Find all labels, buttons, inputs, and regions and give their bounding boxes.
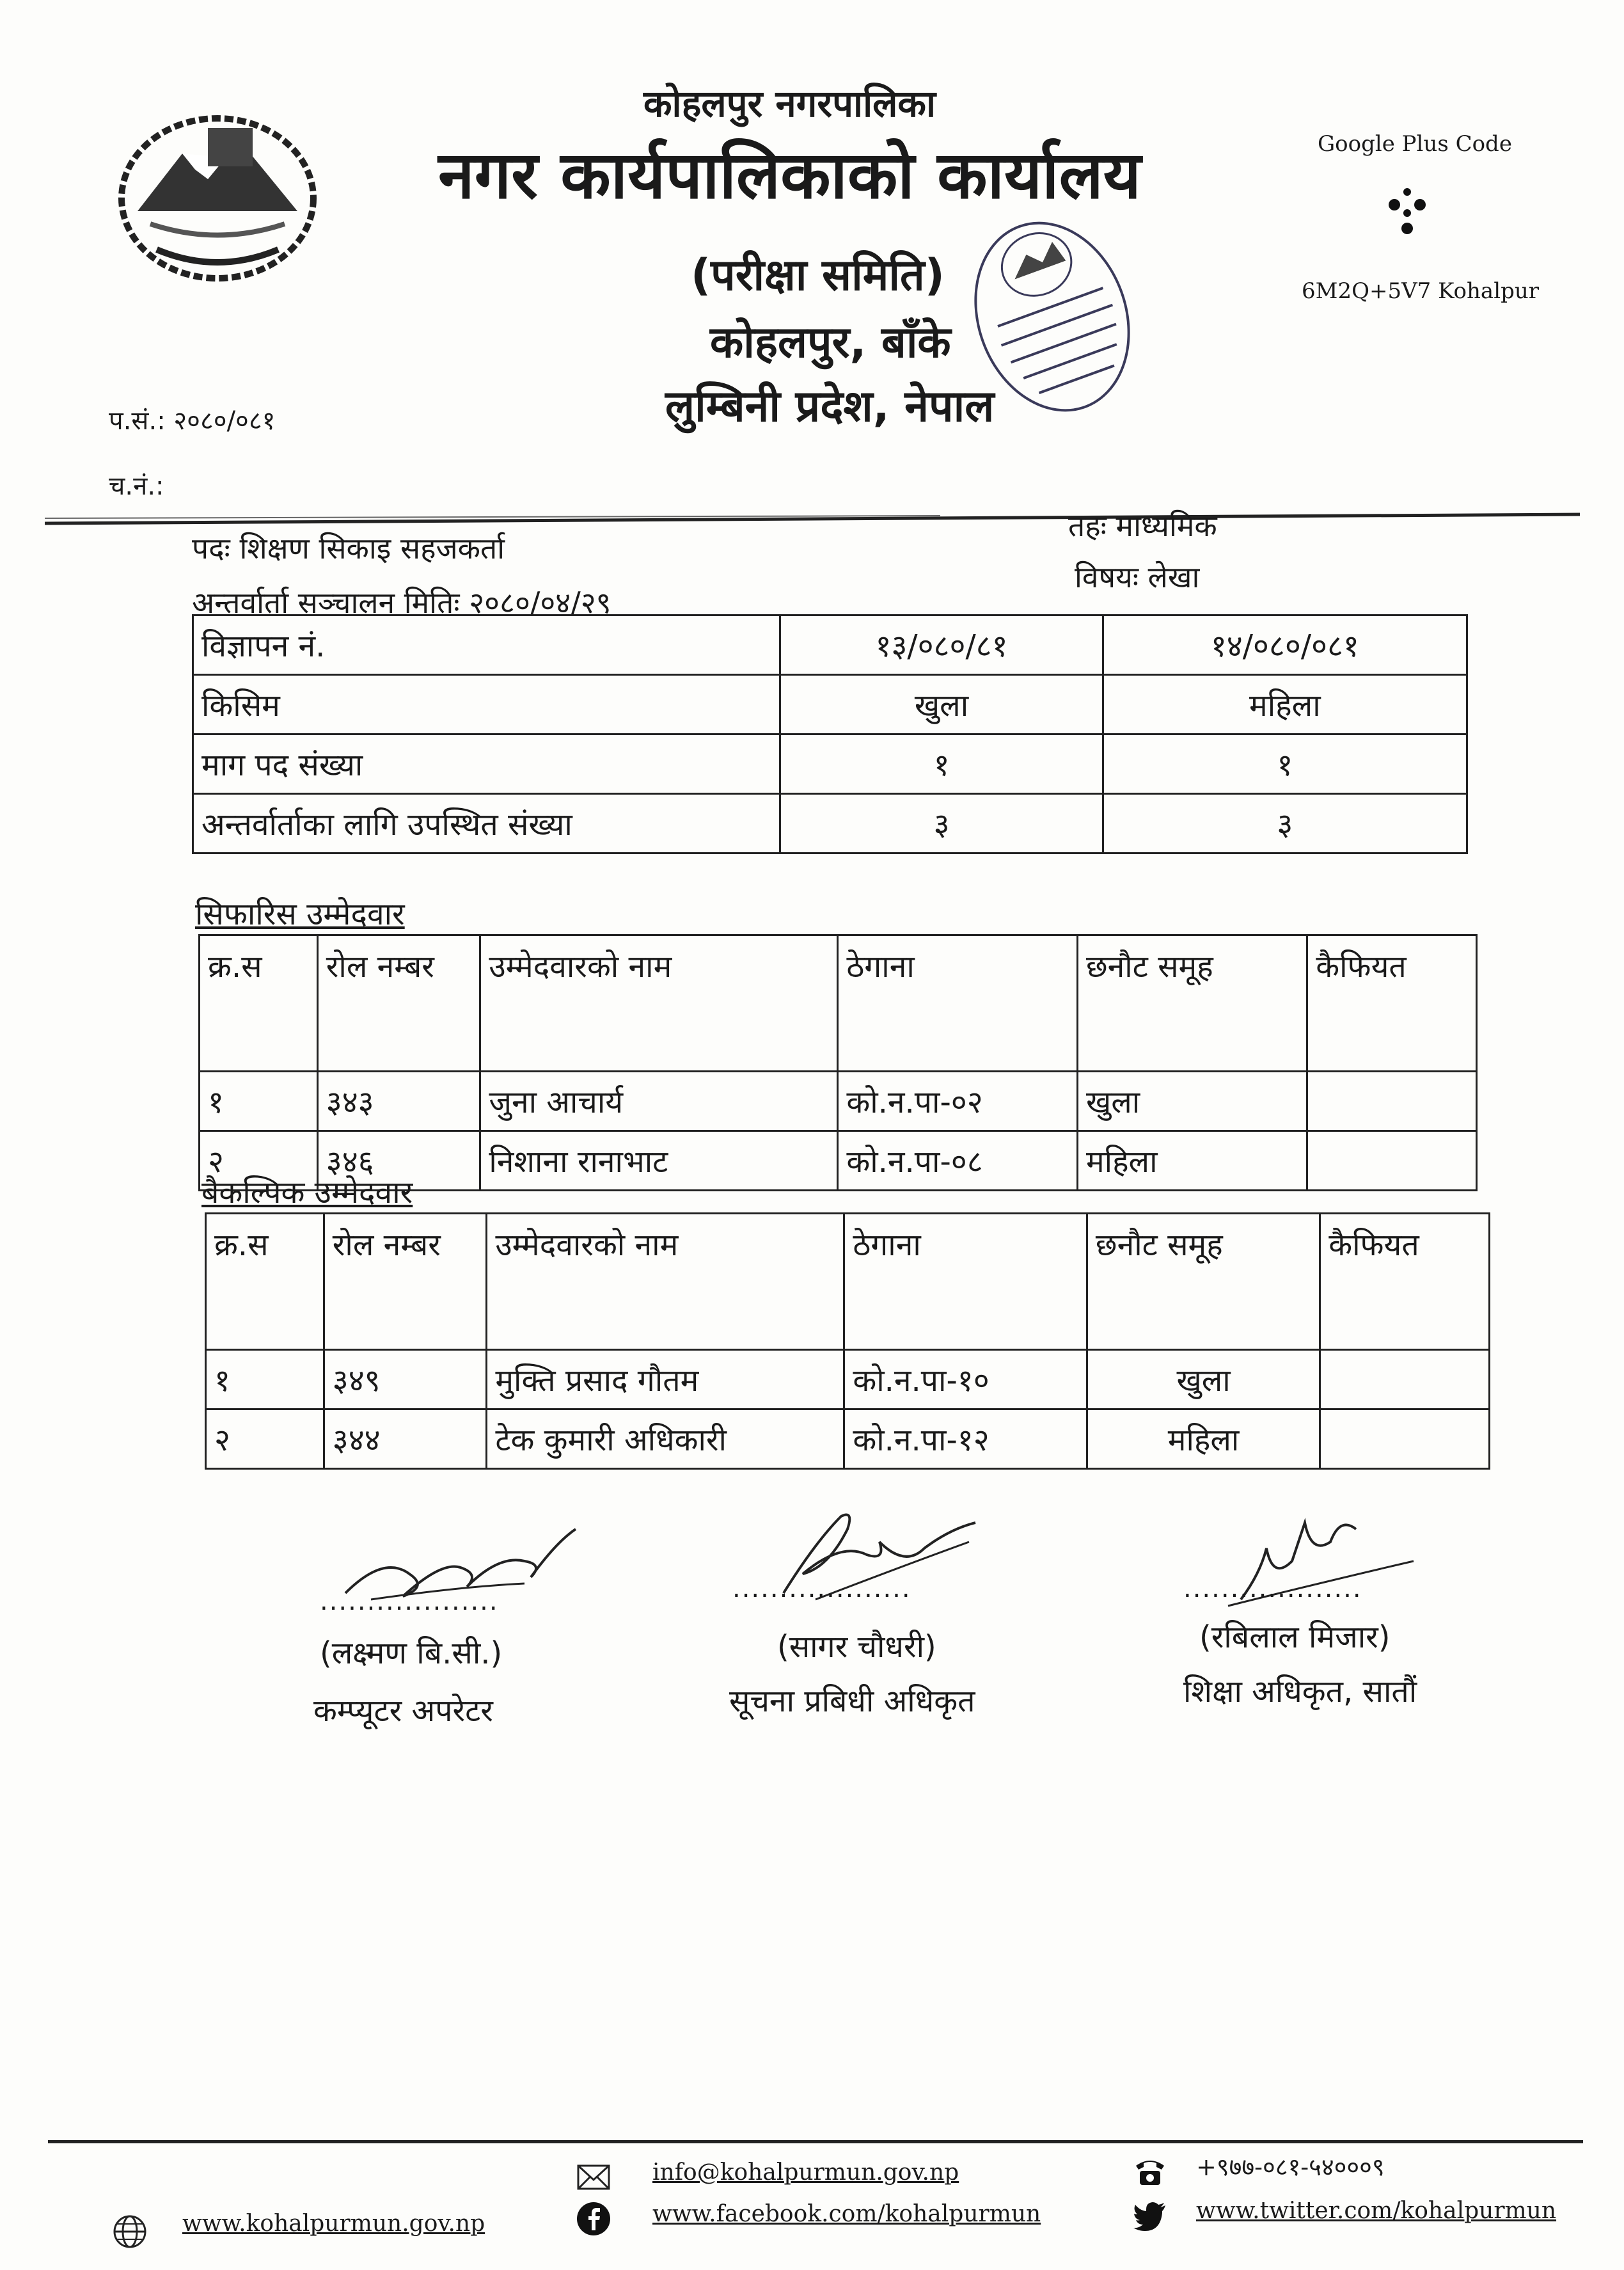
col-header: ठेगाना [838, 935, 1078, 1072]
col-header: क्र.स [206, 1214, 324, 1350]
table-row [206, 1409, 1490, 1469]
signature-line: ................... [320, 1587, 499, 1616]
summary-label: माग पद संख्या [193, 734, 780, 794]
group-cell: महिला [1077, 1131, 1307, 1191]
name-cell: टेक कुमारी अधिकारी [487, 1409, 844, 1469]
table-header-row [200, 935, 1477, 1072]
post-title: पदः शिक्षण सिकाइ सहजकर्ता [192, 531, 505, 566]
name-cell: जुना आचार्य [480, 1072, 838, 1131]
footer-divider [48, 2140, 1583, 2143]
phone-icon [1132, 2153, 1168, 2189]
summary-table [192, 614, 1468, 854]
col-header: कैफियत [1307, 935, 1477, 1072]
summary-label: विज्ञापन नं. [193, 615, 780, 675]
roll-cell: ३४६ [317, 1131, 480, 1191]
serial-cell: २ [200, 1131, 318, 1191]
signatory-role: कम्प्यूटर अपरेटर [313, 1693, 493, 1729]
col-header: ठेगाना [844, 1214, 1087, 1350]
signatory-role: सूचना प्रबिधी अधिकृत [729, 1683, 975, 1719]
summary-value: १ [1103, 734, 1467, 794]
group-cell: खुला [1077, 1072, 1307, 1131]
alternate-table [205, 1212, 1490, 1470]
summary-value: १ [780, 734, 1103, 794]
table-row [193, 675, 1467, 734]
facebook-icon [576, 2201, 611, 2237]
plus-code-icon [1378, 182, 1436, 240]
group-cell: खुला [1087, 1350, 1320, 1409]
reference-number: प.सं.: २०८०/०८१ [109, 406, 276, 436]
address-cell: को.न.पा-०८ [838, 1131, 1078, 1191]
address-cell: को.न.पा-१० [844, 1350, 1087, 1409]
dispatch-number: च.नं.: [109, 472, 164, 501]
serial-cell: २ [206, 1409, 324, 1469]
summary-value: १३/०८०/८१ [780, 615, 1103, 675]
summary-value: ३ [1103, 794, 1467, 853]
summary-label: किसिम [193, 675, 780, 734]
name-cell: निशाना रानाभाट [480, 1131, 838, 1191]
summary-label: अन्तर्वार्ताका लागि उपस्थित संख्या [193, 794, 780, 853]
remarks-cell [1320, 1350, 1490, 1409]
recommended-title: सिफारिस उम्मेदवार [195, 896, 405, 932]
remarks-cell [1307, 1131, 1477, 1191]
signatory-name: (लक्ष्मण बि.सी.) [320, 1635, 503, 1671]
signatory-name: (रबिलाल मिजार) [1199, 1619, 1391, 1655]
phone-number: +९७७-०८१-५४०००९ [1196, 2153, 1385, 2181]
group-cell: महिला [1087, 1409, 1320, 1469]
col-header: रोल नम्बर [317, 935, 480, 1072]
mail-icon [576, 2159, 611, 2195]
header-divider [45, 512, 1580, 526]
col-header: क्र.स [200, 935, 318, 1072]
col-header: रोल नम्बर [324, 1214, 487, 1350]
twitter-link[interactable]: www.twitter.com/kohalpurmun [1196, 2198, 1557, 2224]
address-cell: को.न.पा-१२ [844, 1409, 1087, 1469]
office-province: लुम्बिनी प्रदेश, नेपाल [665, 381, 995, 432]
office-title: नगर कार्यपालिकाको कार्यालय [438, 138, 1141, 214]
serial-cell: १ [200, 1072, 318, 1131]
summary-value: १४/०८०/०८१ [1103, 615, 1467, 675]
roll-cell: ३४४ [324, 1409, 487, 1469]
alternate-title: बैकल्पिक उम्मेदवार [201, 1175, 413, 1210]
twitter-icon [1132, 2198, 1168, 2234]
roll-cell: ३४३ [317, 1072, 480, 1131]
office-address: कोहलपुर, बाँके [710, 317, 951, 368]
remarks-cell [1320, 1409, 1490, 1469]
col-header: छनौट समूह [1087, 1214, 1320, 1350]
serial-cell: १ [206, 1350, 324, 1409]
level-label: तहः माध्यमिक [1068, 509, 1217, 543]
address-cell: को.न.पा-०२ [838, 1072, 1078, 1131]
committee-name: (परीक्षा समिति) [691, 250, 945, 301]
signature-line: ................... [732, 1574, 911, 1603]
municipality-name: कोहलपुर नगरपालिका [643, 82, 936, 125]
table-header-row [206, 1214, 1490, 1350]
recommended-table [198, 934, 1478, 1191]
table-row [193, 734, 1467, 794]
name-cell: मुक्ति प्रसाद गौतम [487, 1350, 844, 1409]
table-row [193, 615, 1467, 675]
facebook-link[interactable]: www.facebook.com/kohalpurmun [652, 2201, 1041, 2227]
summary-value: खुला [780, 675, 1103, 734]
summary-value: महिला [1103, 675, 1467, 734]
table-row [200, 1072, 1477, 1131]
signatory-name: (सागर चौधरी) [777, 1629, 936, 1665]
signatory-role: शिक्षा अधिकृत, सातौं [1183, 1674, 1417, 1710]
subject-label: विषयः लेखा [1075, 560, 1200, 594]
summary-value: ३ [780, 794, 1103, 853]
col-header: उम्मेदवारको नाम [487, 1214, 844, 1350]
col-header: उम्मेदवारको नाम [480, 935, 838, 1072]
col-header: छनौट समूह [1077, 935, 1307, 1072]
table-row [193, 794, 1467, 853]
roll-cell: ३४९ [324, 1350, 487, 1409]
office-stamp-icon [959, 198, 1145, 435]
col-header: कैफियत [1320, 1214, 1490, 1350]
remarks-cell [1307, 1072, 1477, 1131]
interview-date: अन्तर्वार्ता सञ्चालन मितिः २०८०/०४/२९ [192, 585, 611, 620]
plus-code-title: Google Plus Code [1318, 131, 1512, 157]
plus-code: 6M2Q+5V7 Kohalpur [1302, 278, 1539, 304]
globe-icon [112, 2214, 148, 2250]
signature-line: ................... [1183, 1574, 1362, 1603]
email-link[interactable]: info@kohalpurmun.gov.np [652, 2159, 959, 2186]
table-row [206, 1350, 1490, 1409]
website-link[interactable]: www.kohalpurmun.gov.np [182, 2210, 485, 2237]
